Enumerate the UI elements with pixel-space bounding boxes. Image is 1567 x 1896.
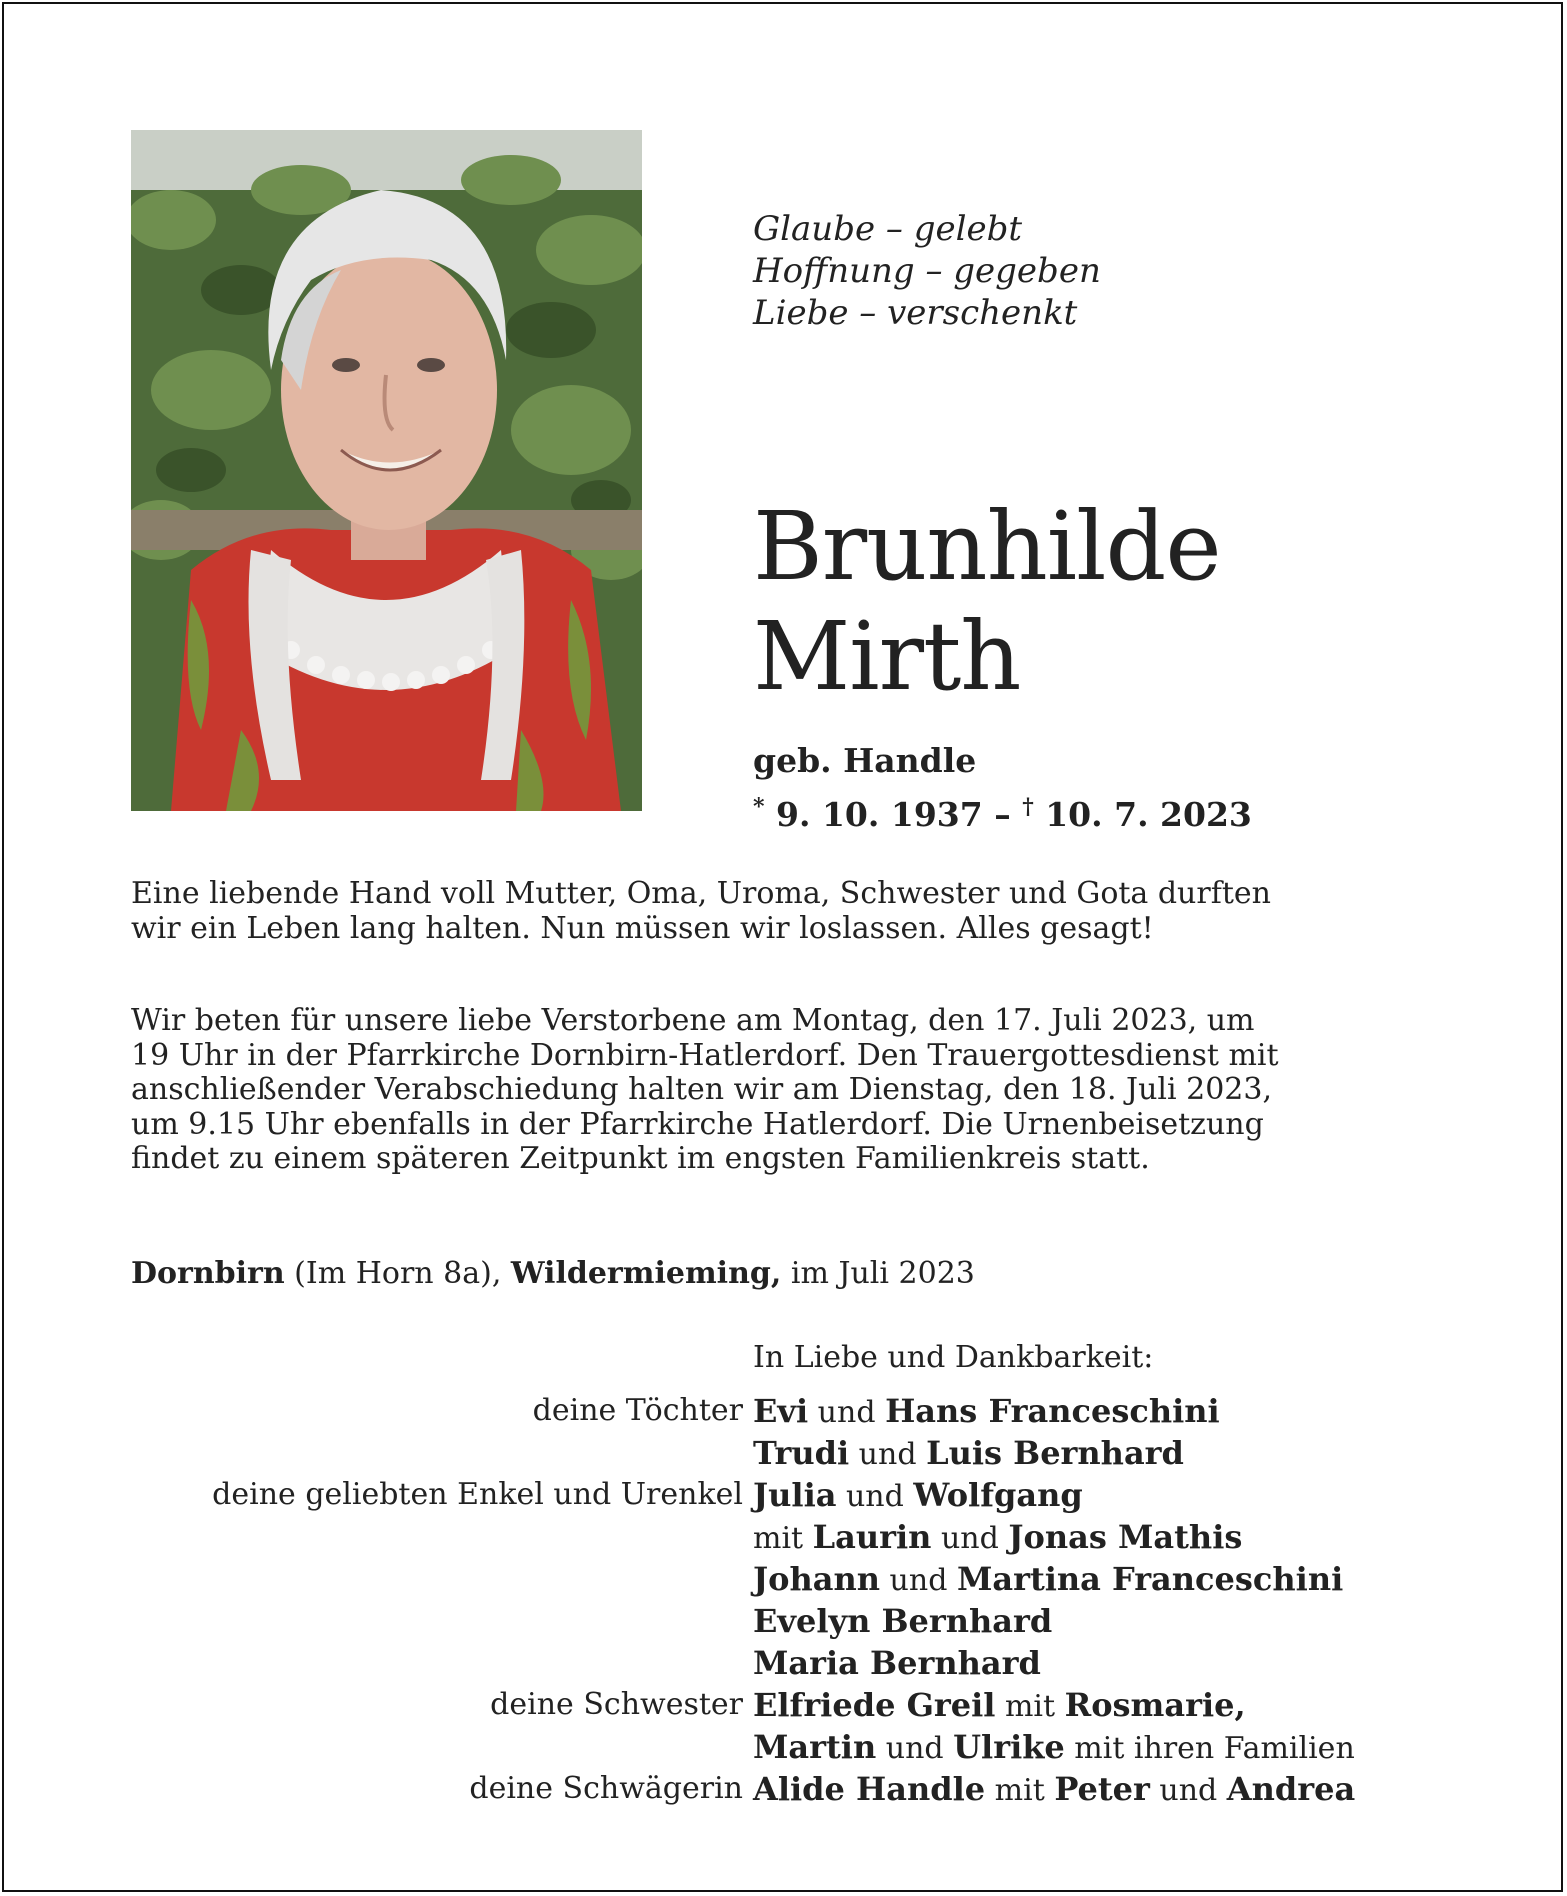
- person-name: Peter: [1054, 1770, 1150, 1808]
- connector: mit: [995, 1689, 1065, 1724]
- family-names: [753, 1474, 1083, 1518]
- motto-line-3: Liebe – verschenkt: [753, 293, 1078, 333]
- text-line: anschließender Verabschiedung halten wir am Dienstag, den 18. Juli 2023,: [131, 1072, 1273, 1107]
- family-row: [0, 1432, 1567, 1474]
- text-line: wir ein Leben lang halten. Nun müssen wir loslassen. Alles gesagt!: [131, 910, 1154, 946]
- maiden-name: geb. Handle: [753, 741, 977, 780]
- family-row: [0, 1390, 1567, 1432]
- text-line: 19 Uhr in der Pfarrkirche Dornbirn-Hatlerdorf. Den Trauergottesdienst mit: [131, 1037, 1279, 1073]
- relation-label: deine Töchter: [532, 1393, 743, 1428]
- family-row: [0, 1600, 1567, 1642]
- city-dornbirn: Dornbirn: [131, 1256, 285, 1291]
- text-line: findet zu einem späteren Zeitpunkt im engsten Familienkreis statt.: [131, 1141, 1150, 1176]
- person-name: Jonas Mathis: [1008, 1518, 1243, 1556]
- text-line: Eine liebende Hand voll Mutter, Oma, Uroma, Schwester und Gota durften: [131, 876, 1271, 911]
- connector: und: [876, 1731, 954, 1766]
- person-name: Rosmarie,: [1064, 1686, 1246, 1724]
- family-names: [753, 1600, 1052, 1644]
- family-row: [0, 1768, 1567, 1810]
- person-name: Evelyn Bernhard: [753, 1602, 1053, 1640]
- text-line: Wir beten für unsere liebe Verstorbene am Montag, den 17. Juli 2023, um: [131, 1003, 1255, 1038]
- date: im Juli 2023: [781, 1256, 975, 1291]
- family-row: [0, 1516, 1567, 1558]
- family-names: [753, 1642, 1041, 1686]
- connector: und: [1149, 1773, 1227, 1808]
- service-paragraph: [131, 1004, 1437, 1177]
- family-names: [753, 1432, 1184, 1476]
- connector: und: [836, 1479, 914, 1514]
- family-names: [753, 1684, 1246, 1728]
- dates-line: [753, 784, 1252, 838]
- family-names: [753, 1558, 1343, 1602]
- family-row: [0, 1474, 1567, 1516]
- person-name: Johann: [753, 1560, 881, 1598]
- city-wildermieming: Wildermieming,: [510, 1256, 782, 1291]
- relation-label: deine Schwester: [490, 1687, 743, 1722]
- birth-symbol: *: [753, 794, 765, 820]
- person-name: Luis Bernhard: [926, 1434, 1184, 1472]
- family-names: [753, 1768, 1355, 1812]
- person-name: Laurin: [812, 1518, 932, 1556]
- motto: [753, 208, 1101, 334]
- place-and-date: [131, 1256, 975, 1292]
- deceased-name: [753, 492, 1221, 712]
- connector: mit ihren Familien: [1064, 1731, 1355, 1766]
- person-name: Ulrike: [953, 1728, 1065, 1766]
- person-name: Elfriede Greil: [753, 1686, 996, 1724]
- relation-label: deine geliebten Enkel und Urenkel: [212, 1477, 743, 1512]
- person-name: Maria Bernhard: [753, 1644, 1041, 1682]
- address: (Im Horn 8a),: [284, 1256, 511, 1291]
- date-separator: –: [982, 795, 1023, 834]
- person-name: Martina Franceschini: [956, 1560, 1344, 1598]
- person-name: Alide Handle: [753, 1770, 986, 1808]
- person-name: Julia: [753, 1476, 837, 1514]
- person-name: Andrea: [1226, 1770, 1356, 1808]
- person-name: Wolfgang: [913, 1476, 1083, 1514]
- connector: mit: [985, 1773, 1055, 1808]
- intro-paragraph: [131, 877, 1437, 946]
- family-row: [0, 1684, 1567, 1726]
- birth-date: 9. 10. 1937: [776, 795, 983, 834]
- thanks-line: In Liebe und Dankbarkeit:: [753, 1340, 1154, 1375]
- family-names: [753, 1726, 1355, 1770]
- relation-label: deine Schwägerin: [469, 1771, 743, 1806]
- family-names: [753, 1516, 1242, 1560]
- family-row: [0, 1726, 1567, 1768]
- family-list: [0, 1390, 1567, 1810]
- family-row: [0, 1642, 1567, 1684]
- portrait-photo: [131, 130, 642, 811]
- family-names: [753, 1390, 1220, 1434]
- person-name: Evi: [753, 1392, 809, 1430]
- last-name: Mirth: [753, 602, 1021, 712]
- person-name: Hans Franceschini: [885, 1392, 1220, 1430]
- connector: und: [880, 1563, 957, 1598]
- text-line: um 9.15 Uhr ebenfalls in der Pfarrkirche Hatlerdorf. Die Urnenbeisetzung: [131, 1106, 1264, 1142]
- connector: und: [931, 1521, 1009, 1556]
- connector: und: [849, 1437, 927, 1472]
- connector: und: [808, 1395, 886, 1430]
- first-name: Brunhilde: [753, 492, 1221, 602]
- motto-line-2: Hoffnung – gegeben: [753, 251, 1101, 291]
- family-row: [0, 1558, 1567, 1600]
- motto-line-1: Glaube – gelebt: [753, 209, 1023, 249]
- death-date: 10. 7. 2023: [1045, 795, 1252, 834]
- person-name: Trudi: [753, 1434, 850, 1472]
- life-dates: [753, 738, 1252, 838]
- connector: mit: [753, 1521, 813, 1556]
- death-symbol: †: [1022, 794, 1034, 820]
- person-name: Martin: [753, 1728, 877, 1766]
